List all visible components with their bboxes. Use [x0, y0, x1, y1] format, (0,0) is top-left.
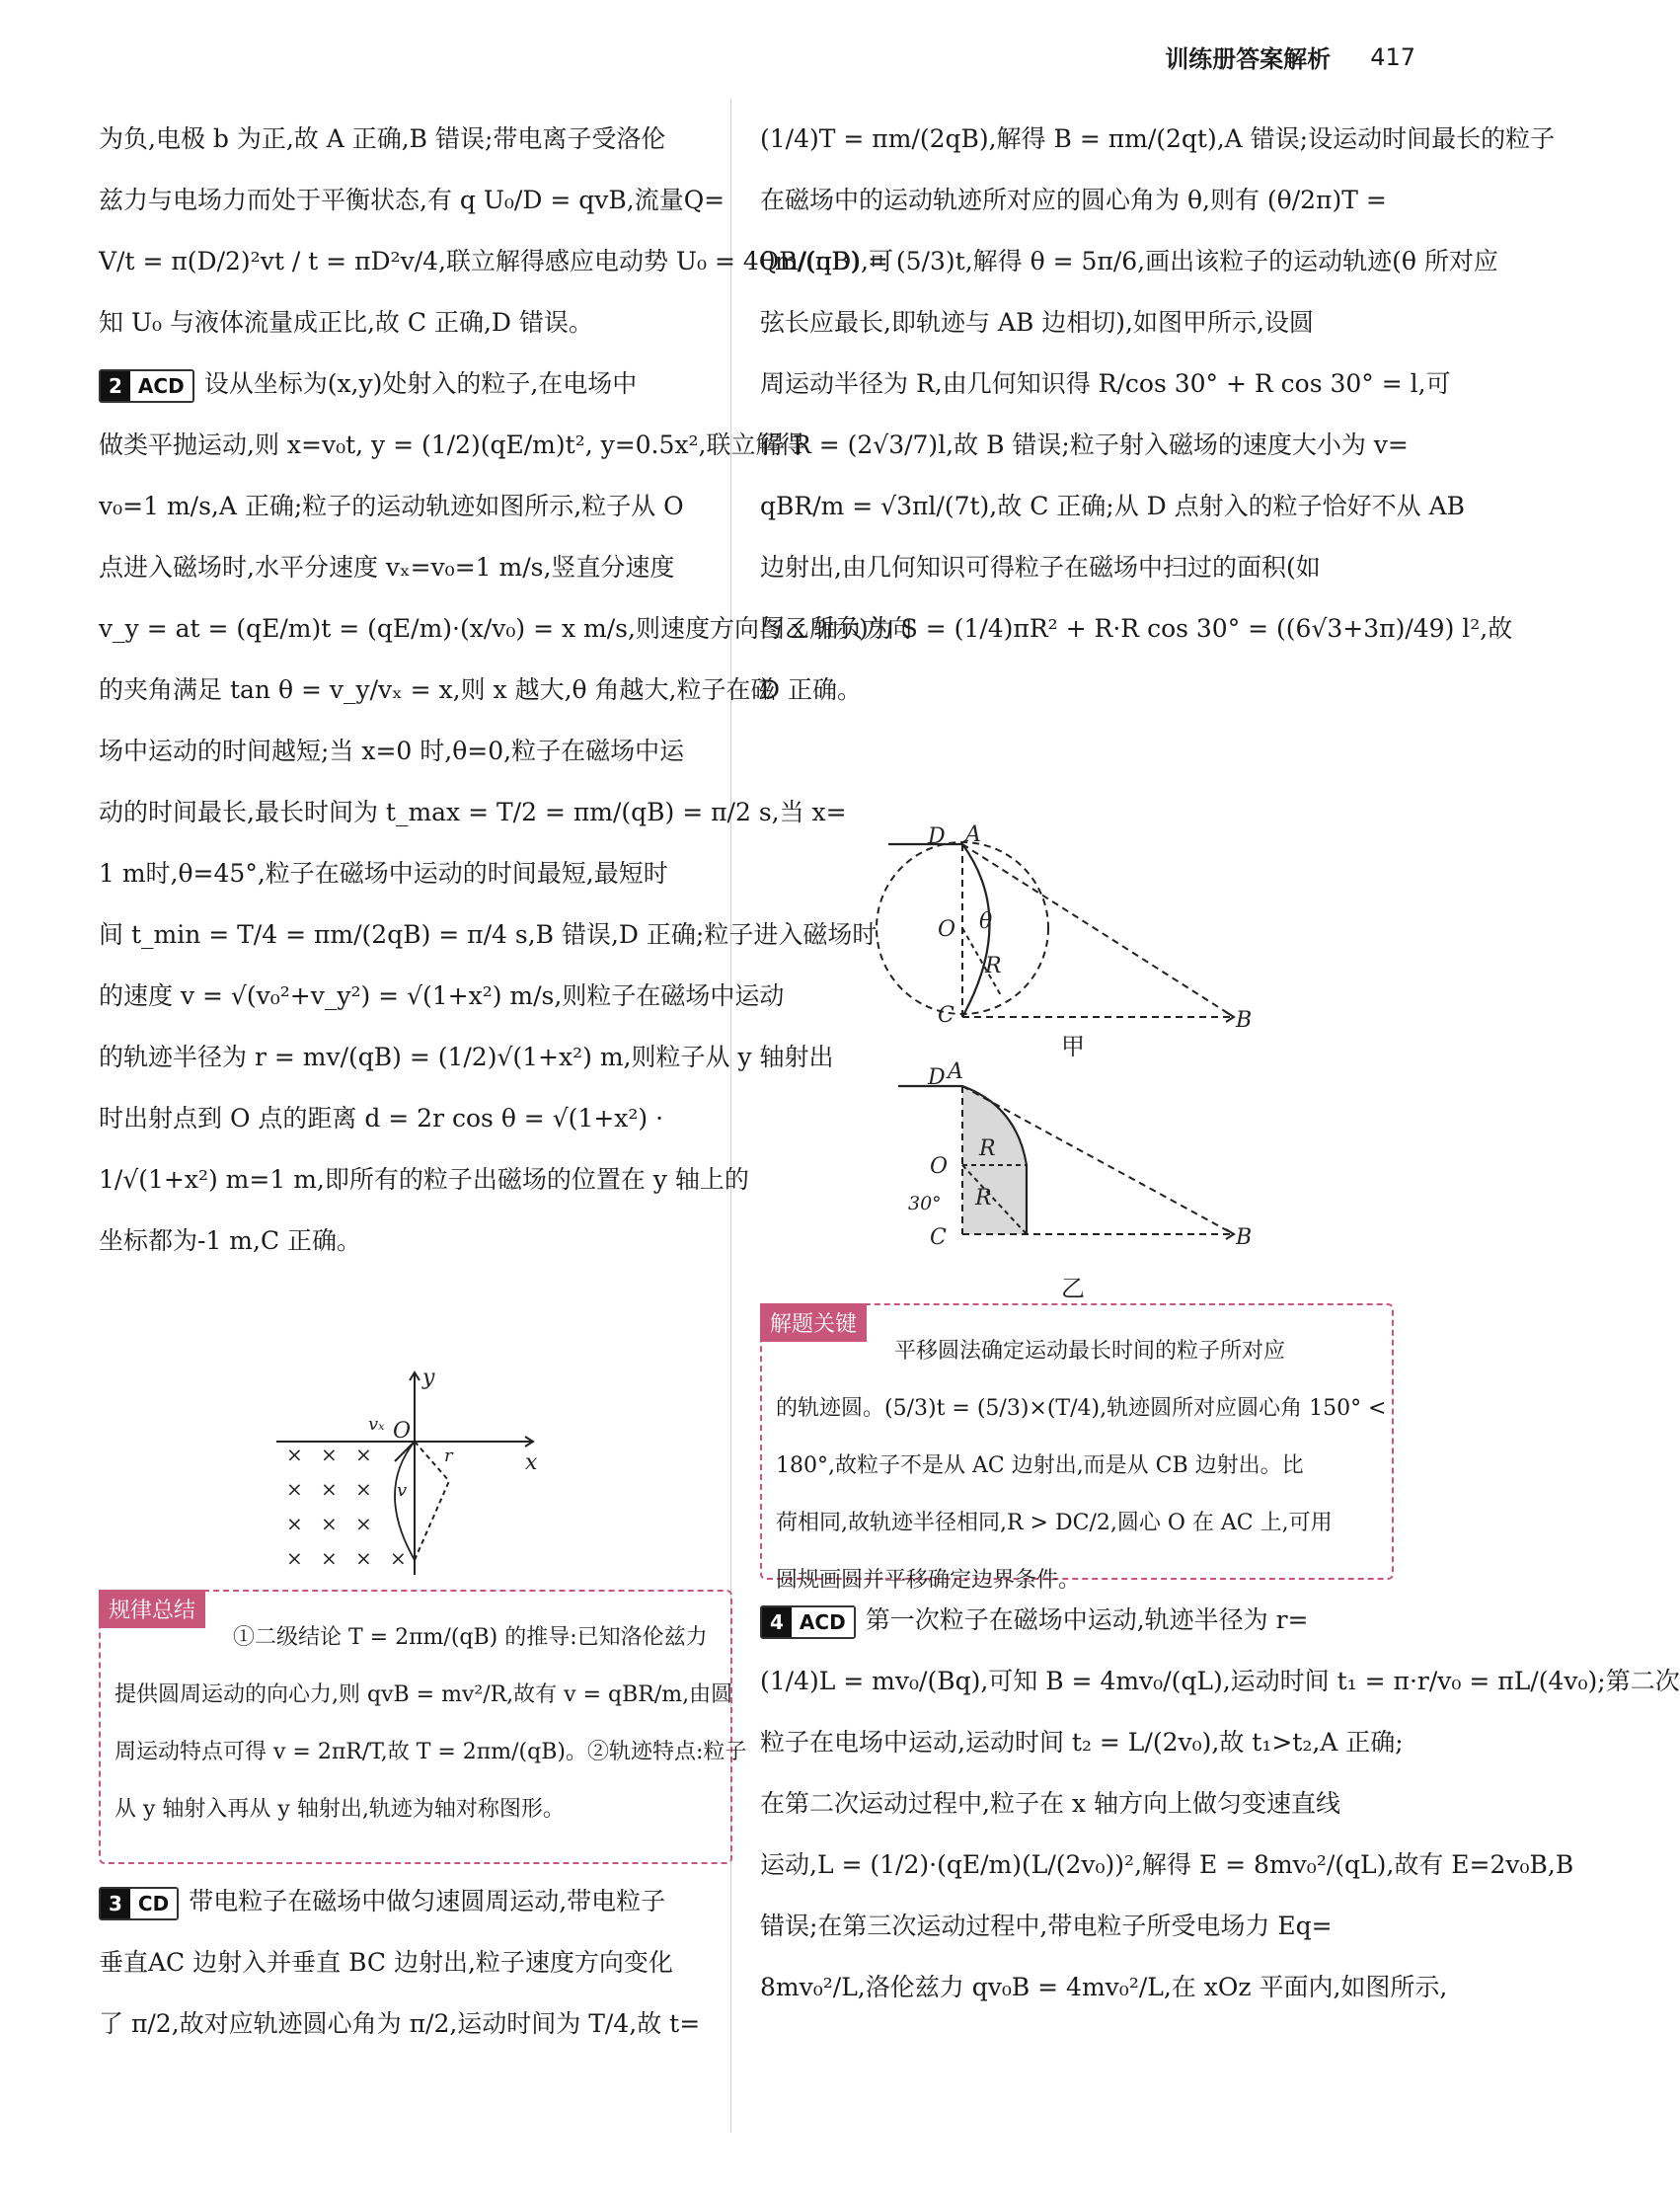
field-cross: ×	[355, 1512, 372, 1535]
radius-R: R	[975, 1186, 992, 1211]
text-line: 边射出,由几何知识可得粒子在磁场中扫过的面积(如	[760, 553, 1321, 582]
point-A: A	[965, 822, 981, 847]
text-line: 8mv₀²/L,洛伦兹力 qv₀B = 4mv₀²/L,在 xOz 平面内,如图所示,	[760, 1973, 1448, 2001]
question-4-first-line	[760, 1590, 1402, 1651]
point-O: O	[930, 1154, 949, 1179]
summary-line: 从 y 轴射入再从 y 轴射出,轨迹为轴对称图形。	[115, 1797, 565, 1822]
point-D: D	[928, 824, 946, 849]
field-cross: ×	[321, 1443, 338, 1466]
text-line: 场中运动的时间越短;当 x=0 时,θ=0,粒子在磁场中运	[99, 737, 685, 765]
v-label: v	[397, 1480, 408, 1501]
point-D: D	[928, 1065, 946, 1090]
text-line: 动的时间最长,最长时间为 t_max = T/2 = πm/(qB) = π/2 s,当 x=	[99, 798, 847, 826]
key-point-label: 解题关键	[760, 1303, 867, 1342]
key-point-line: 的轨迹圆。(5/3)t = (5/3)×(T/4),轨迹圆所对应圆心角 150° <	[776, 1396, 1387, 1421]
question-3	[99, 1871, 740, 2055]
text-line: 1 m时,θ=45°,粒子在磁场中运动的时间最短,最短时	[99, 859, 668, 888]
text-line: 1/√(1+x²) m=1 m,即所有的粒子出磁场的位置在 y 轴上的	[99, 1165, 749, 1194]
left-column	[99, 109, 912, 1272]
text-line: 垂直AC 边射入并垂直 BC 边射出,粒子速度方向变化	[99, 1948, 673, 1977]
question-3-first-line	[99, 1871, 740, 1932]
field-cross: ×	[286, 1443, 303, 1466]
question-number: 3	[101, 1889, 130, 1918]
r-label: r	[444, 1446, 453, 1466]
page-number: 417	[1370, 42, 1415, 71]
answer-letters: ACD	[130, 371, 192, 401]
answer-letters: CD	[130, 1889, 177, 1918]
point-B: B	[1236, 1008, 1253, 1033]
right-column	[760, 109, 1556, 721]
field-cross: ×	[355, 1477, 372, 1501]
summary-line: ①二级结论 T = 2πm/(qB) 的推导:已知洛伦兹力	[233, 1625, 708, 1650]
field-cross: ×	[286, 1477, 303, 1501]
text-line: 错误;在第三次运动过程中,带电粒子所受电场力 Eq=	[760, 1912, 1333, 1940]
angle-theta: θ	[979, 909, 993, 934]
text-line: 弦长应最长,即轨迹与 AB 边相切),如图甲所示,设圆	[760, 308, 1314, 337]
text-line: 的轨迹半径为 r = mv/(qB) = (1/2)√(1+x²) m,则粒子从 y 轴射出	[99, 1043, 834, 1071]
text-line: 带电粒子在磁场中做匀速圆周运动,带电粒子	[189, 1887, 666, 1915]
text-line: 周运动半径为 R,由几何知识得 R/cos 30° + R cos 30° = l,可	[760, 369, 1451, 398]
key-point-line: 180°,故粒子不是从 AC 边射出,而是从 CB 边射出。比	[776, 1453, 1304, 1478]
field-cross: ×	[286, 1546, 303, 1570]
figure-caption-jia: 甲	[1061, 1033, 1085, 1060]
text-line: 做类平抛运动,则 x=v₀t, y = (1/2)(qE/m)t², y=0.5x²,联立解得	[99, 430, 805, 459]
radius-R: R	[985, 954, 1002, 978]
text-line: 图乙所示)为 S = (1/4)πR² + R·R cos 30° = ((6√3+3π)/49) l²,故	[760, 614, 1513, 643]
key-point-line: 圆规画圆并平移确定边界条件。	[776, 1568, 1081, 1593]
radius-R: R	[979, 1136, 996, 1161]
summary-line: 提供圆周运动的向心力,则 qvB = mv²/R,故有 v = qBR/m,由圆	[115, 1682, 733, 1707]
figure-yi	[869, 1056, 1263, 1274]
point-O: O	[938, 917, 956, 942]
text-line: 在磁场中的运动轨迹所对应的圆心角为 θ,则有 (θ/2π)T =	[760, 186, 1387, 214]
text-line: 设从坐标为(x,y)处射入的粒子,在电场中	[203, 369, 638, 398]
text-line: 在第二次运动过程中,粒子在 x 轴方向上做匀变速直线	[760, 1789, 1340, 1818]
text-line: V/t = π(D/2)²vt / t = πD²v/4,联立解得感应电动势 U₀ = 4QB/(πD),可	[99, 247, 893, 275]
origin-label: O	[393, 1419, 412, 1444]
text-line: 的速度 v = √(v₀²+v_y²) = √(1+x²) m/s,则粒子在磁场中运动	[99, 981, 785, 1010]
text-line: v_y = at = (qE/m)t = (qE/m)·(x/v₀) = x m/s,则速度方向与 x 轴负方向	[99, 614, 912, 643]
field-cross: ×	[321, 1546, 338, 1570]
point-B: B	[1236, 1225, 1253, 1250]
text-line: 为负,电极 b 为正,故 A 正确,B 错误;带电离子受洛伦	[99, 124, 666, 153]
key-point-line: 荷相同,故轨迹半径相同,R > DC/2,圆心 O 在 AC 上,可用	[776, 1511, 1333, 1535]
text-line: 得 R = (2√3/7)l,故 B 错误;粒子射入磁场的速度大小为 v=	[760, 430, 1409, 459]
answer-tag	[99, 1887, 179, 1920]
y-axis-label: y	[422, 1366, 435, 1390]
x-axis-label: x	[525, 1450, 538, 1475]
text-line: 了 π/2,故对应轨迹圆心角为 π/2,运动时间为 T/4,故 t=	[99, 2009, 701, 2038]
point-A: A	[948, 1059, 963, 1084]
text-line: (1/4)L = mv₀/(Bq),可知 B = 4mv₀/(qL),运动时间 t₁ = π·r/v₀ = πL/(4v₀);第二次	[760, 1667, 1680, 1695]
question-number: 2	[101, 371, 130, 401]
text-line: 粒子在电场中运动,运动时间 t₂ = L/(2v₀),故 t₁>t₂,A 正确;	[760, 1728, 1404, 1757]
angle-30: 30°	[908, 1193, 942, 1214]
answer-tag	[99, 369, 194, 403]
answer-tag	[760, 1605, 856, 1639]
text-line: 的夹角满足 tan θ = v_y/vₓ = x,则 x 越大,θ 角越大,粒子在磁	[99, 675, 776, 704]
text-line: v₀=1 m/s,A 正确;粒子的运动轨迹如图所示,粒子从 O	[99, 492, 684, 520]
text-line: D 正确。	[760, 675, 862, 704]
text-line: 第一次粒子在磁场中运动,轨迹半径为 r=	[865, 1605, 1309, 1634]
question-4	[760, 1590, 1680, 2018]
text-line: 知 U₀ 与液体流量成正比,故 C 正确,D 错误。	[99, 308, 593, 337]
field-cross: ×	[321, 1477, 338, 1501]
question-number: 4	[762, 1607, 792, 1637]
field-cross: ×	[321, 1512, 338, 1535]
vx-label: vₓ	[368, 1414, 385, 1435]
text-line: 兹力与电场力而处于平衡状态,有 q U₀/D = qvB,流量Q=	[99, 186, 725, 214]
point-C: C	[938, 1003, 955, 1028]
coordinate-figure	[267, 1363, 553, 1580]
text-line: (1/4)T = πm/(2qB),解得 B = πm/(2qt),A 错误;设运动时间最长的粒子	[760, 124, 1556, 153]
text-line: qBR/m = √3πl/(7t),故 C 正确;从 D 点射入的粒子恰好不从 AB	[760, 492, 1466, 520]
answer-letters: ACD	[792, 1607, 854, 1637]
field-cross: ×	[286, 1512, 303, 1535]
summary-line: 周运动特点可得 v = 2πR/T,故 T = 2πm/(qB)。②轨迹特点:粒子	[115, 1740, 747, 1764]
question-2-first-line	[99, 353, 740, 415]
page-header	[1165, 39, 1415, 74]
text-line: 点进入磁场时,水平分速度 vₓ=v₀=1 m/s,竖直分速度	[99, 553, 675, 582]
text-line: 运动,L = (1/2)·(qE/m)(L/(2v₀))²,解得 E = 8mv₀²/(qL),故有 E=2v₀B,B	[760, 1850, 1574, 1879]
text-line: 坐标都为-1 m,C 正确。	[99, 1226, 362, 1255]
figure-caption-yi: 乙	[1061, 1275, 1085, 1302]
figure-jia	[869, 820, 1263, 1047]
text-line: θm/(qB) = (5/3)t,解得 θ = 5π/6,画出该粒子的运动轨迹(θ 所对应	[760, 247, 1498, 275]
summary-box	[99, 1590, 747, 1864]
field-cross: ×	[390, 1546, 407, 1570]
summary-label: 规律总结	[99, 1590, 205, 1628]
text-line: 间 t_min = T/4 = πm/(2qB) = π/4 s,B 错误,D 正确;粒子进入磁场时	[99, 920, 878, 949]
header-title: 训练册答案解析	[1165, 45, 1332, 73]
field-cross: ×	[355, 1546, 372, 1570]
text-line: 时出射点到 O 点的距离 d = 2r cos θ = √(1+x²) ·	[99, 1104, 664, 1133]
key-point-line: 平移圆法确定运动最长时间的粒子所对应	[894, 1339, 1286, 1364]
key-point-box	[760, 1303, 1394, 1593]
field-cross: ×	[355, 1443, 372, 1466]
point-C: C	[930, 1225, 947, 1250]
